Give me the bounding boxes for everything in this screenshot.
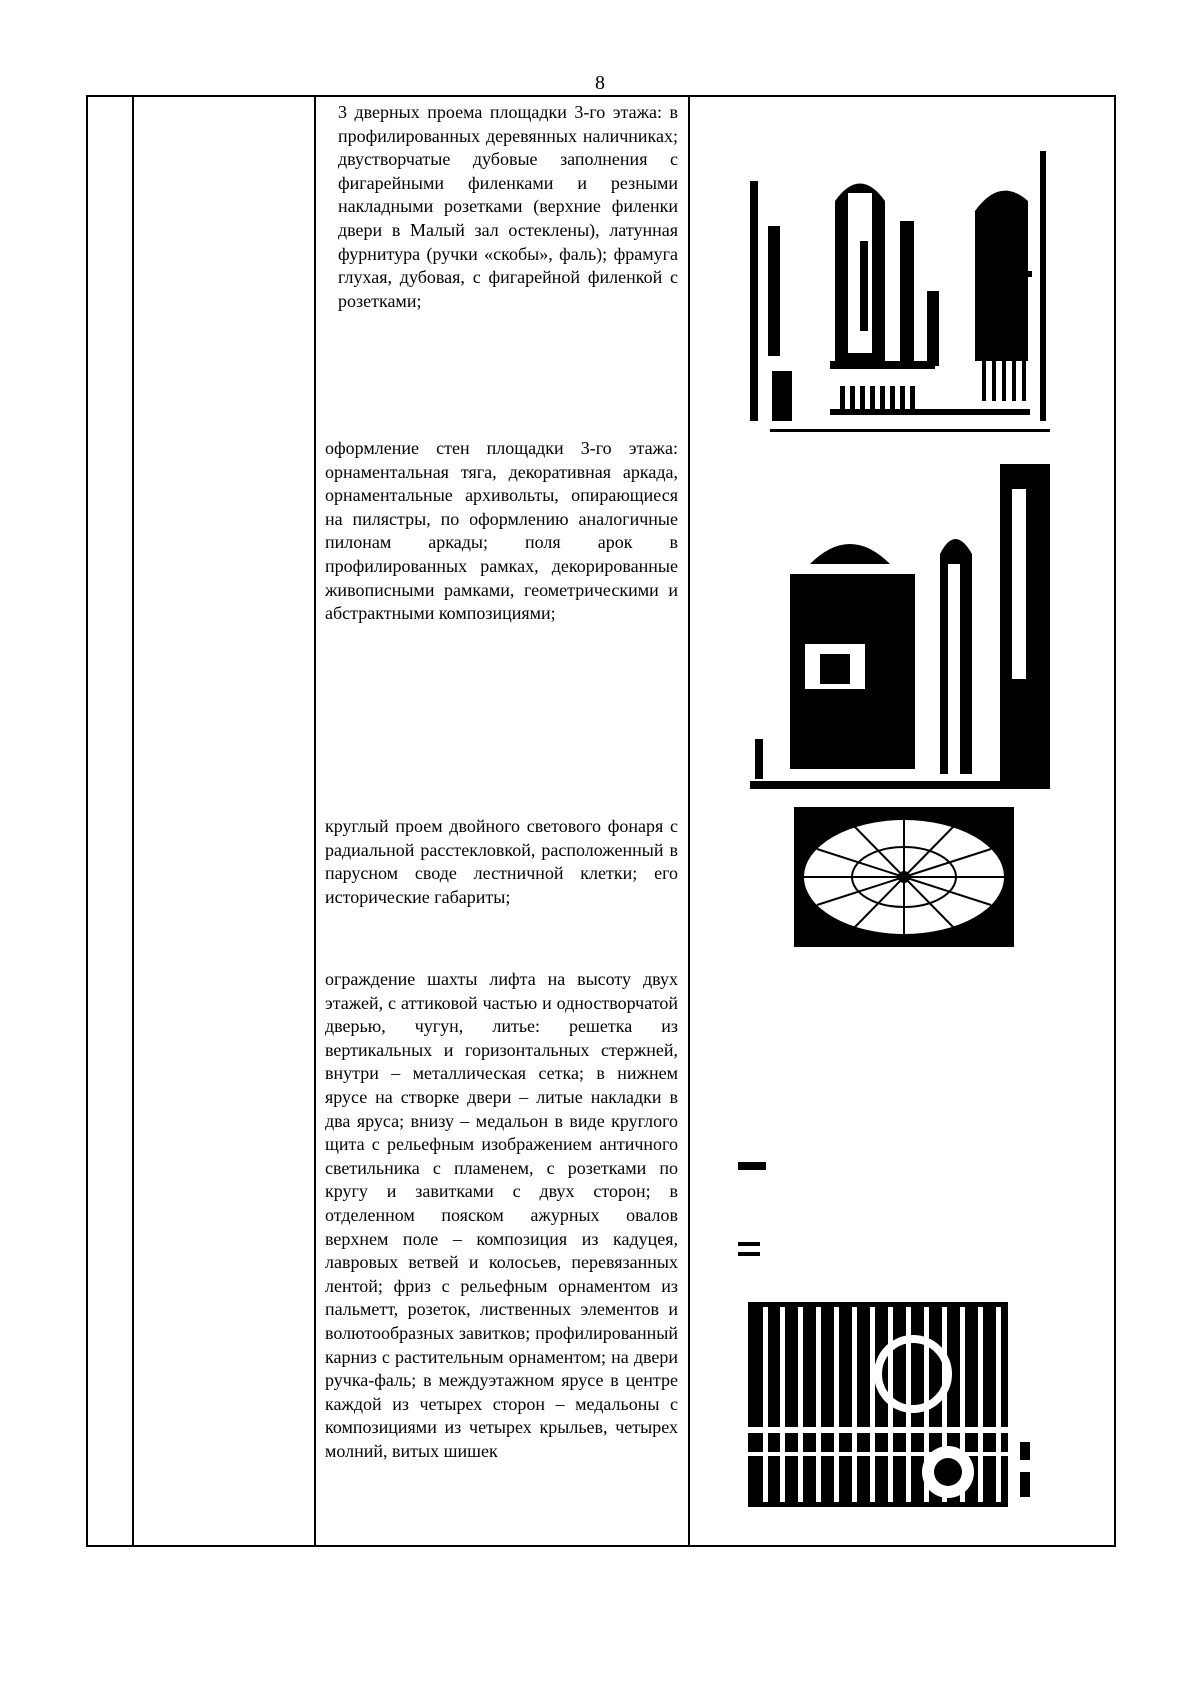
doorways-photo (750, 131, 1050, 421)
column-divider (688, 97, 690, 1545)
entry-skylight-text: круглый проем двойного светового фонаря с радиальной расстекловкой, расположенный в парусном своде лестничной клетки; его исторические габариты; (325, 816, 678, 907)
wall-arcade-photo (750, 429, 1050, 789)
elevator-shaft-photo (738, 1162, 1038, 1512)
entry-doorways-text: 3 дверных проема площадки 3-го этажа: в профилированных деревянных наличниках; двустворчатые дубовые заполнения с фигарейными филенками и резными накладными розетками (верхние филенки двери в Малый зал остеклены), латунная фурнитура (ручки «скобы», фаль); фрамуга глухая, дубовая, с фигарейной филенкой с розетками; (338, 102, 678, 311)
page-number: 8 (595, 72, 605, 94)
protected-elements-table (86, 95, 1116, 1547)
entry-elevator-text: ограждение шахты лифта на высоту двух этажей, с аттиковой частью и одностворчатой дверью, чугун, литье: решетка из вертикальных и горизонтальных стержней, внутри – металлическая сетка; в нижнем ярусе на створке двери – литые накладки в два яруса; внизу – медальон в виде круглого щита с рельефным изображением античного светильника с пламенем, с розетками по кругу и завитками с двух сторон; в отделенном пояском ажурных овалов верхнем поле – композиция из кадуцея, лавровых ветвей и колосьев, перевязанных лентой; фриз с рельефным орнаментом из пальметт, розеток, лиственных элементов и волютообразных завитков; профилированный карниз с растительным орнаментом; на двери ручка-фаль; в междуэтажном ярусе в центре каждой из четырех сторон – медальоны с композициями из четырех крыльев, четырех молний, витых шишек (325, 969, 678, 1461)
column-divider (132, 97, 134, 1545)
column-divider (314, 97, 316, 1545)
skylight-photo (794, 807, 1014, 947)
entry-walls-text: оформление стен площадки 3-го этажа: орнаментальная тяга, декоративная аркада, орнаментальные архивольты, опирающиеся на пилястры, по оформлению аналогичные пилонам аркады; поля арок в профилированных рамках, декорированные живописными рамками, геометрическими и абстрактными композициями; (325, 438, 678, 624)
